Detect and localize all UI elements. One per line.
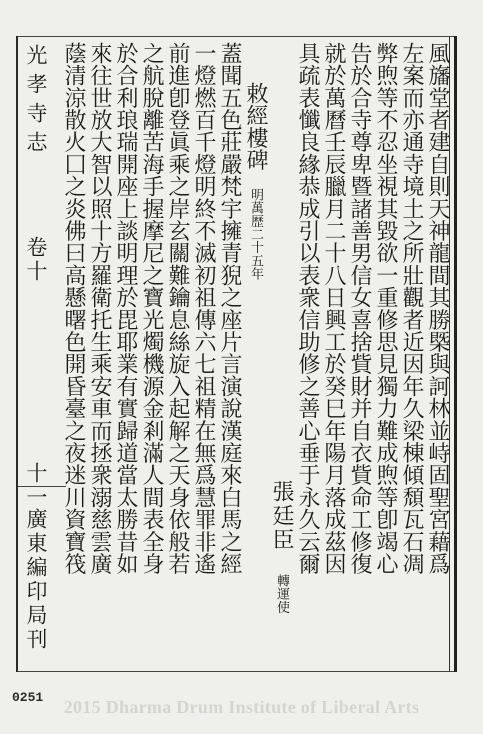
page-frame-bottom <box>16 671 457 672</box>
page-frame-right-outer <box>454 36 457 672</box>
text-column-6: 具疏表懺良緣恭成引以表衆信助修之善心垂于永久云爾 <box>295 42 320 575</box>
publisher-label: 廣東編印局刊 <box>24 508 48 652</box>
inscription-title: 敕經樓碑 <box>243 82 268 171</box>
text-column-10: 之航脫離苦海手握摩尼之寶光燭機源金剎滿人間表全身 <box>139 42 164 575</box>
text-column-5: 就於萬曆壬辰臘月二十八日興工於癸巳年陽月落成茲因 <box>321 42 346 575</box>
text-column-11: 於合利琅瑞開座上談明理於毘耶業有實歸道當太勝昔如 <box>113 42 138 575</box>
text-column-12: 來往世放大智以照十方羅衛托生乘安車而拯衆溺慈雲廣 <box>87 42 112 575</box>
page-frame-left <box>16 36 18 672</box>
page-frame-top <box>16 36 457 37</box>
text-column-7: 蓋聞五色莊嚴梵宇擁青猊之座片言演說漢庭來白馬之經 <box>217 42 242 575</box>
volume-label: 卷十 <box>24 236 48 284</box>
author-title: 轉運使 <box>274 574 289 614</box>
author-name: 張廷臣 <box>269 480 294 552</box>
text-column-1: 風旛堂者建自則天神龍間其勝槩與訶林並峙固聖宮藉爲 <box>425 42 450 575</box>
text-column-13: 蔭清涼散火囗之炎佛曰高懸曙色開昏臺之夜迷川資寶筏 <box>61 42 86 575</box>
inscription-date: 明萬歷二十五年 <box>248 188 263 281</box>
text-column-3: 弊煦等不忍坐視其毀欲一重修思見獨力難成煦等卽竭心 <box>373 42 398 575</box>
watermark-text: 2015 Dharma Drum Institute of Liberal Arts <box>63 697 420 717</box>
leaf-number: 十一 <box>24 462 48 510</box>
text-column-4: 告於合寺尊卑暨諸善男信女喜捨貲財并自衣貲命工修復 <box>347 42 372 575</box>
text-column-9: 前進卽登眞乘之岸玄關難鑰息絲旋入起解之天身依般若 <box>165 42 190 575</box>
book-title: 光孝寺志 <box>24 44 48 160</box>
text-column-8: 一燈燃百千燈明終不滅初祖傳六七祖精在無爲慧罪非遙 <box>191 42 216 575</box>
text-column-2: 左案而亦通寺境土之所壯觀者近因年久梁棟傾頹瓦石凋 <box>399 42 424 575</box>
page-number: 0251 <box>12 690 44 705</box>
